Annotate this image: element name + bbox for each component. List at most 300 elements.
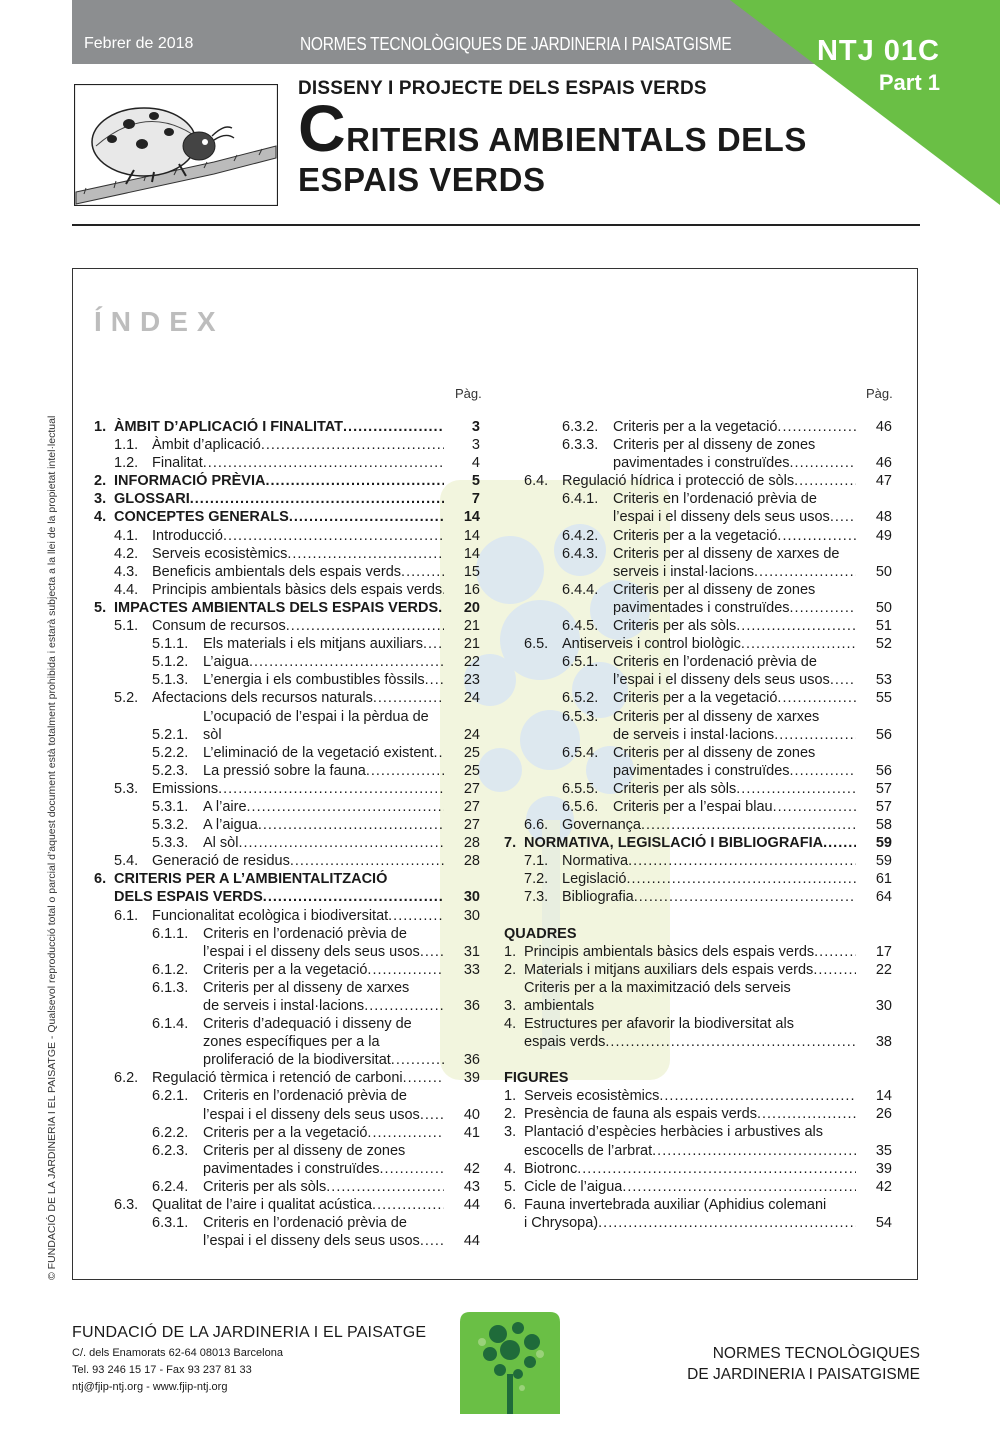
toc-page: 50 xyxy=(875,563,892,580)
toc-page: 3 xyxy=(471,437,480,454)
toc-leader xyxy=(830,671,856,689)
toc-text xyxy=(114,870,444,888)
document-part: Part 1 xyxy=(878,70,940,95)
toc-number: 5.1.2. xyxy=(152,654,189,671)
toc-number: 5.1.1. xyxy=(152,636,189,653)
toc-page: 28 xyxy=(463,835,480,852)
toc-page: 25 xyxy=(463,762,480,779)
toc-leader xyxy=(814,943,856,961)
toc-page: 21 xyxy=(463,636,480,653)
toc-label: Afectacions dels recursos naturals xyxy=(152,690,373,707)
toc-text xyxy=(613,490,856,508)
toc-number: 1. xyxy=(94,419,107,435)
toc-label: Criteris per al disseny de zones xyxy=(613,581,816,598)
toc-label: Criteris en l’ordenació prèvia de xyxy=(203,1215,407,1232)
toc-label: espais verds xyxy=(524,1034,606,1051)
toc-text xyxy=(613,599,856,617)
toc-entry xyxy=(504,1087,892,1105)
footer-norms-line-2: DE JARDINERIA I PAISATGISME xyxy=(687,1366,920,1383)
toc-leader xyxy=(249,653,444,671)
header-rule xyxy=(72,224,920,226)
toc-text xyxy=(203,961,444,979)
toc-number: 2. xyxy=(504,961,517,978)
toc-number: 6.3.2. xyxy=(562,419,599,435)
toc-entry xyxy=(94,508,480,526)
toc-page: 57 xyxy=(875,780,892,797)
toc-label: l’espai i el disseny dels seus usos xyxy=(613,672,830,689)
toc-number: 1.2. xyxy=(114,455,139,472)
toc-page: 28 xyxy=(463,853,480,870)
toc-number: 6.3.3. xyxy=(562,437,599,454)
footer-organization: FUNDACIÓ DE LA JARDINERIA I EL PAISATGE xyxy=(72,1324,427,1341)
toc-line xyxy=(504,1178,892,1196)
toc-text xyxy=(613,671,856,689)
toc-text xyxy=(613,762,856,780)
toc-entry xyxy=(94,979,480,1015)
toc-line xyxy=(504,635,892,653)
toc-number: 5. xyxy=(504,1178,517,1195)
toc-entry xyxy=(504,708,892,744)
toc-label: CONCEPTES GENERALS xyxy=(114,509,289,526)
toc-line xyxy=(94,436,480,454)
toc-page: 24 xyxy=(463,690,480,707)
toc-text xyxy=(524,1123,856,1141)
toc-page: 27 xyxy=(463,780,480,797)
quadres-heading: QUADRES xyxy=(504,925,577,942)
toc-line xyxy=(94,689,480,707)
toc-text xyxy=(562,852,856,870)
toc-text xyxy=(613,454,856,472)
toc-number: 4.1. xyxy=(114,527,139,544)
toc-line xyxy=(94,1106,480,1124)
toc-page: 42 xyxy=(463,1160,480,1177)
toc-line xyxy=(504,708,892,726)
header-norm-name: NORMES TECNOLÒGIQUES DE JARDINERIA I PAISATGISME xyxy=(300,34,732,54)
toc-line xyxy=(504,617,892,635)
toc-label: Governança xyxy=(562,817,641,834)
toc-text xyxy=(524,1087,856,1105)
toc-text xyxy=(203,1033,444,1051)
toc-line xyxy=(504,653,892,671)
toc-leader xyxy=(823,834,856,852)
toc-entry xyxy=(504,888,892,906)
toc-line xyxy=(504,545,892,563)
toc-entry xyxy=(94,816,480,834)
toc-leader xyxy=(777,418,856,436)
toc-number: 6. xyxy=(94,871,107,888)
toc-leader xyxy=(777,689,856,707)
toc-label: Cicle de l’aigua xyxy=(524,1178,623,1195)
toc-entry xyxy=(94,617,480,635)
toc-leader xyxy=(736,617,856,635)
toc-page: 44 xyxy=(463,1233,480,1250)
toc-text xyxy=(613,744,856,762)
toc-text xyxy=(203,943,444,961)
toc-line xyxy=(504,508,892,526)
toc-line xyxy=(504,834,892,852)
toc-page: 54 xyxy=(875,1214,892,1231)
toc-entry xyxy=(504,780,892,798)
toc-entry xyxy=(504,635,892,653)
toc-text xyxy=(203,744,444,762)
toc-text xyxy=(524,834,856,852)
toc-entry xyxy=(94,472,480,490)
footer-norms-line-1: NORMES TECNOLÒGIQUES xyxy=(712,1345,920,1362)
toc-number: 6.1. xyxy=(114,907,139,924)
toc-label: Criteris per als sòls xyxy=(613,618,737,635)
toc-label: Plantació d’espècies herbàcies i arbustives als xyxy=(524,1124,824,1141)
toc-page: 42 xyxy=(875,1178,892,1195)
toc-entry xyxy=(94,671,480,689)
toc-label: Criteris per al disseny de zones xyxy=(203,1142,406,1159)
toc-line xyxy=(94,888,480,906)
toc-number: 6. xyxy=(504,1196,517,1213)
toc-entry xyxy=(94,527,480,545)
toc-line xyxy=(504,816,892,834)
toc-number: 6.4.3. xyxy=(562,545,599,562)
toc-entry xyxy=(94,1087,480,1123)
toc-number: 5.2.2. xyxy=(152,744,189,761)
toc-text xyxy=(203,1051,444,1069)
toc-entry xyxy=(504,436,892,472)
document-title xyxy=(298,91,807,200)
toc-label: Criteris en l’ordenació prèvia de xyxy=(613,491,817,508)
toc-leader xyxy=(652,1142,856,1160)
toc-line xyxy=(94,1015,480,1033)
toc-text xyxy=(613,508,856,526)
toc-entry xyxy=(504,653,892,689)
toc-label: l’espai i el disseny dels seus usos xyxy=(203,1233,420,1250)
toc-entry xyxy=(94,1214,480,1250)
toc-label: Bibliografia xyxy=(562,889,634,906)
toc-leader xyxy=(326,1178,444,1196)
toc-leader xyxy=(627,870,857,888)
toc-page: 21 xyxy=(463,618,480,635)
toc-line xyxy=(94,1069,480,1087)
toc-label: proliferació de la biodiversitat xyxy=(203,1052,391,1069)
toc-leader xyxy=(261,436,444,454)
toc-entry xyxy=(504,943,892,961)
toc-page: 50 xyxy=(875,599,892,616)
toc-page: 25 xyxy=(463,744,480,761)
toc-entry xyxy=(504,816,892,834)
toc-text xyxy=(524,961,856,979)
toc-text xyxy=(152,545,444,563)
toc-text xyxy=(203,1214,444,1232)
toc-number: 4. xyxy=(94,509,107,526)
toc-page: 17 xyxy=(875,943,892,960)
toc-line xyxy=(94,454,480,472)
toc-number: 6.4.2. xyxy=(562,527,599,544)
toc-leader xyxy=(628,852,856,870)
toc-page: 59 xyxy=(875,853,892,870)
toc-page: 59 xyxy=(875,835,892,852)
toc-text xyxy=(114,508,444,526)
title-line-1: RITERIS AMBIENTALS DELS xyxy=(346,121,807,158)
toc-text xyxy=(152,581,444,599)
toc-number: 6.5.6. xyxy=(562,798,599,815)
toc-label: Serveis ecosistèmics xyxy=(152,545,288,562)
toc-leader xyxy=(757,1105,856,1123)
toc-number: 3. xyxy=(504,1124,517,1141)
toc-text xyxy=(524,1142,856,1160)
toc-number: 6.1.4. xyxy=(152,1016,189,1033)
toc-page: 43 xyxy=(463,1178,480,1195)
toc-leader xyxy=(190,490,444,508)
toc-line xyxy=(504,418,892,436)
toc-entry xyxy=(94,563,480,581)
toc-line xyxy=(94,961,480,979)
toc-entry xyxy=(504,1123,892,1159)
title-initial: C xyxy=(298,91,347,165)
toc-line xyxy=(504,744,892,762)
toc-entry xyxy=(504,418,892,436)
toc-line xyxy=(504,870,892,888)
toc-line xyxy=(504,436,892,454)
toc-label: A l’aire xyxy=(203,798,247,815)
toc-page: 5 xyxy=(471,473,480,490)
toc-entry xyxy=(94,689,480,707)
toc-line xyxy=(94,418,480,436)
toc-page: 55 xyxy=(875,690,892,707)
toc-page: 14 xyxy=(875,1088,892,1105)
toc-leader xyxy=(380,1160,444,1178)
toc-line xyxy=(94,671,480,689)
page-column-label-left: Pàg. xyxy=(455,386,482,401)
toc-page: 26 xyxy=(875,1106,892,1123)
toc-label: Criteris per a la vegetació xyxy=(203,961,368,978)
toc-page: 20 xyxy=(463,599,480,616)
toc-label: Consum de recursos xyxy=(152,618,286,635)
toc-text xyxy=(524,1015,856,1033)
toc-leader xyxy=(774,726,856,744)
toc-leader xyxy=(790,599,856,617)
toc-number: 6.4.5. xyxy=(562,618,599,635)
toc-text xyxy=(152,527,444,545)
toc-line xyxy=(504,1105,892,1123)
toc-text xyxy=(203,1142,444,1160)
toc-label: de serveis i instal·lacions xyxy=(613,726,775,743)
toc-page: 53 xyxy=(875,672,892,689)
toc-number: 5. xyxy=(94,599,107,616)
ladybug-illustration xyxy=(74,84,278,206)
toc-text xyxy=(524,1160,856,1178)
toc-leader xyxy=(813,961,856,979)
toc-page: 4 xyxy=(471,455,480,472)
toc-number: 6.1.3. xyxy=(152,979,189,996)
toc-page: 7 xyxy=(471,491,480,508)
toc-number: 5.4. xyxy=(114,853,139,870)
toc-text xyxy=(152,617,444,635)
toc-page: 39 xyxy=(463,1070,480,1087)
toc-line xyxy=(94,708,480,744)
toc-label: Finalitat xyxy=(152,455,203,472)
toc-text xyxy=(613,418,856,436)
toc-line xyxy=(94,798,480,816)
toc-number: 6.3. xyxy=(114,1197,139,1214)
toc-entry xyxy=(504,1105,892,1123)
toc-text xyxy=(562,472,856,490)
toc-line xyxy=(504,454,892,472)
toc-page: 44 xyxy=(463,1197,480,1214)
toc-entry xyxy=(504,834,892,852)
toc-line xyxy=(504,888,892,906)
toc-page: 64 xyxy=(875,889,892,906)
toc-line xyxy=(94,1232,480,1250)
toc-entry xyxy=(504,545,892,581)
toc-number: 6.5.3. xyxy=(562,708,599,725)
toc-page: 38 xyxy=(875,1034,892,1051)
toc-leader xyxy=(641,816,856,834)
toc-page: 22 xyxy=(875,961,892,978)
toc-label: ÀMBIT D’APLICACIÓ I FINALITAT xyxy=(114,419,344,435)
toc-text xyxy=(203,1232,444,1250)
toc-number: 6.3.1. xyxy=(152,1215,189,1232)
toc-entry xyxy=(504,961,892,979)
toc-label: Criteris en l’ordenació prèvia de xyxy=(203,1088,407,1105)
toc-label: Criteris d’adequació i disseny de xyxy=(203,1016,412,1033)
toc-line xyxy=(504,599,892,617)
toc-label: pavimentades i construïdes xyxy=(613,455,790,472)
toc-entry xyxy=(94,925,480,961)
toc-leader xyxy=(777,527,856,545)
toc-leader xyxy=(794,472,856,490)
toc-entry xyxy=(94,708,480,744)
toc-entry xyxy=(94,1196,480,1214)
toc-label: escocells de l’arbrat xyxy=(524,1142,653,1159)
toc-line xyxy=(94,780,480,798)
toc-page: 36 xyxy=(463,998,480,1014)
toc-label: L’aigua xyxy=(203,654,249,671)
toc-label: Regulació hídrica i protecció de sòls xyxy=(562,473,795,490)
toc-entry xyxy=(504,1160,892,1178)
toc-number: 6.5. xyxy=(524,636,549,653)
toc-label: Emissions xyxy=(152,780,219,797)
toc-page: 16 xyxy=(463,581,480,598)
toc-label: Els materials i els mitjans auxiliars xyxy=(203,636,423,653)
toc-text xyxy=(613,780,856,798)
toc-number: 7.2. xyxy=(524,871,549,888)
toc-label: serveis i instal·lacions xyxy=(613,563,755,580)
toc-entry xyxy=(94,870,480,906)
toc-entry xyxy=(504,1015,892,1051)
toc-text xyxy=(203,671,444,689)
toc-text xyxy=(562,635,856,653)
toc-label: Estructures per afavorir la biodiversitat als xyxy=(524,1016,794,1032)
toc-text xyxy=(114,490,444,508)
toc-text xyxy=(152,563,444,581)
toc-line xyxy=(504,671,892,689)
toc-text xyxy=(203,1178,444,1196)
toc-text xyxy=(203,762,444,780)
toc-entry xyxy=(94,635,480,653)
toc-page: 52 xyxy=(875,636,892,653)
toc-line xyxy=(94,527,480,545)
toc-line xyxy=(504,1033,892,1051)
toc-number: 6.1.1. xyxy=(152,925,189,942)
toc-line xyxy=(94,816,480,834)
toc-label: Introducció xyxy=(152,527,223,544)
toc-line xyxy=(94,1124,480,1142)
toc-text xyxy=(613,726,856,744)
toc-text xyxy=(203,1124,444,1142)
footer-address: C/. dels Enamorats 62-64 08013 Barcelona xyxy=(72,1347,283,1359)
toc-leader xyxy=(391,1051,444,1069)
toc-line xyxy=(94,653,480,671)
toc-entry xyxy=(504,581,892,617)
toc-leader xyxy=(238,834,444,852)
toc-line xyxy=(504,563,892,581)
toc-page: 36 xyxy=(463,1052,480,1069)
toc-entry xyxy=(94,744,480,762)
toc-leader xyxy=(741,635,856,653)
figures-heading: FIGURES xyxy=(504,1070,569,1087)
toc-leader xyxy=(403,1069,444,1087)
toc-leader xyxy=(790,454,856,472)
toc-line xyxy=(504,490,892,508)
toc-line xyxy=(504,1087,892,1105)
toc-label: Criteris per a la vegetació xyxy=(613,527,778,544)
toc-page: 35 xyxy=(875,1142,892,1159)
toc-text xyxy=(114,472,444,490)
toc-leader xyxy=(247,798,444,816)
toc-page: 56 xyxy=(875,762,892,779)
toc-text xyxy=(524,1105,856,1123)
toc-label: Criteris per a la vegetació xyxy=(613,690,778,707)
toc-label: Criteris per a la vegetació xyxy=(203,1124,368,1141)
toc-number: 6.4.4. xyxy=(562,581,599,598)
toc-leader xyxy=(364,997,444,1015)
toc-label: Legislació xyxy=(562,871,627,888)
toc-leader xyxy=(401,563,444,581)
foundation-logo xyxy=(460,1312,560,1414)
toc-number: 5.2.3. xyxy=(152,762,189,779)
toc-page: 31 xyxy=(463,943,480,960)
toc-number: 6.5.1. xyxy=(562,654,599,671)
toc-line xyxy=(504,581,892,599)
toc-label: IMPACTES AMBIENTALS DELS ESPAIS VERDS xyxy=(114,599,439,616)
toc-label: Qualitat de l’aire i qualitat acústica xyxy=(152,1197,373,1214)
toc-entry xyxy=(94,1124,480,1142)
toc-label: CRITERIS PER A L’AMBIENTALITZACIÓ xyxy=(114,871,388,888)
toc-leader xyxy=(373,689,444,707)
toc-entry xyxy=(94,1178,480,1196)
toc-leader xyxy=(420,1106,444,1124)
toc-line xyxy=(504,527,892,545)
toc-text xyxy=(613,545,856,563)
toc-number: 1. xyxy=(504,1088,517,1105)
toc-label: l’espai i el disseny dels seus usos xyxy=(203,1106,420,1123)
toc-leader xyxy=(736,780,856,798)
page-column-label-right: Pàg. xyxy=(866,386,893,401)
toc-text xyxy=(203,1087,444,1105)
toc-text xyxy=(152,1196,444,1214)
toc-label: La pressió sobre la fauna xyxy=(203,762,366,779)
toc-leader xyxy=(263,888,444,906)
toc-line xyxy=(94,490,480,508)
toc-entry xyxy=(94,545,480,563)
toc-line xyxy=(94,1214,480,1232)
toc-label: Biotronc xyxy=(524,1160,578,1177)
toc-page: 24 xyxy=(463,726,480,743)
toc-label: Regulació tèrmica i retenció de carboni xyxy=(152,1070,403,1087)
toc-text xyxy=(203,635,444,653)
toc-leader xyxy=(265,472,444,490)
toc-text xyxy=(152,1069,444,1087)
toc-entry xyxy=(504,617,892,635)
toc-line xyxy=(94,1142,480,1160)
toc-number: 1.1. xyxy=(114,437,139,454)
